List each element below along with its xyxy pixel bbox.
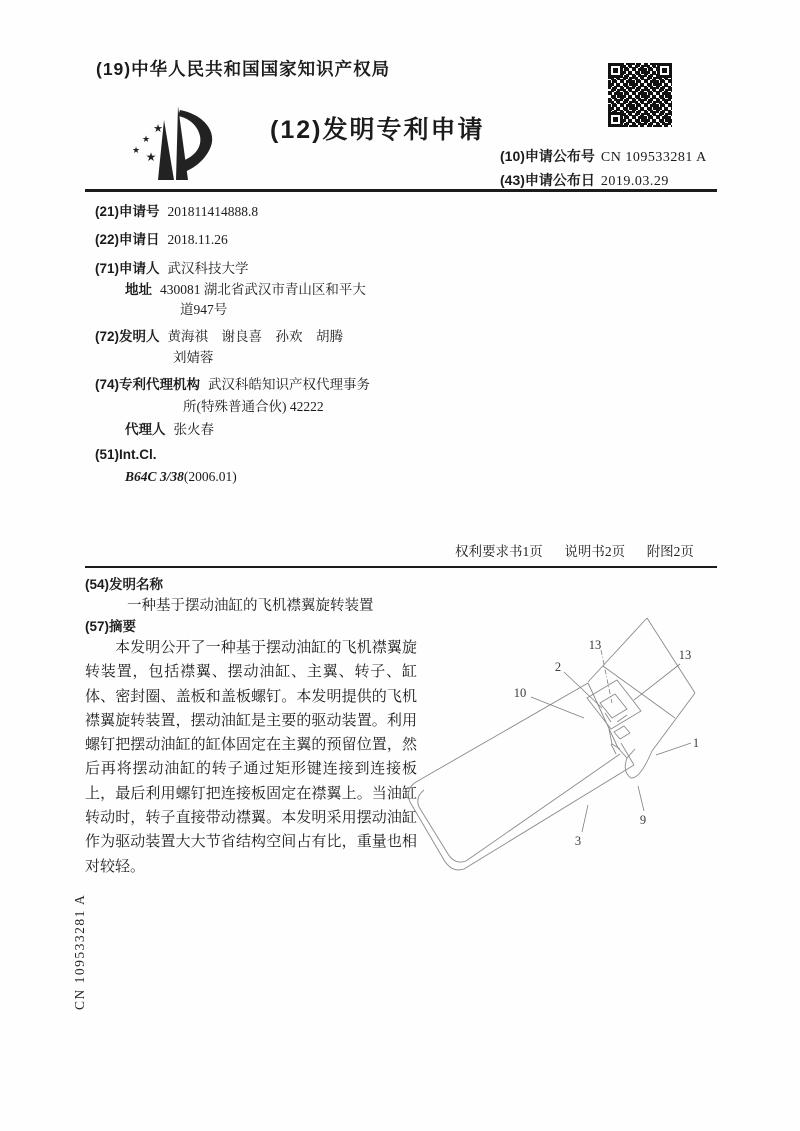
agent-row [125, 421, 214, 439]
agent-label: 代理人 [125, 422, 166, 437]
applicant-name: 武汉科技大学 [167, 261, 249, 276]
abstract-text: 本发明公开了一种基于摆动油缸的飞机襟翼旋转装置，包括襟翼、摆动油缸、主翼、转子、缸体、密封圈、盖板和盖板螺钉。本发明提供的飞机襟翼旋转装置，摆动油缸是主要的驱动装置。利用螺钉把摆动油缸的缸体固定在主翼的预留位置，然后再将摆动油缸的转子通过矩形键连接到连接板上，最后利用螺钉把连接板固定在襟翼上。当油缸转动时，转子直接带动襟翼。本发明采用摆动油缸作为驱动装置大大节省结构空间占有比，重量也相对较轻。 [85, 640, 417, 875]
inventors-label: (72)发明人 [95, 329, 160, 344]
publication-date-value: 2019.03.29 [600, 174, 669, 189]
agency-row-2 [183, 398, 324, 416]
figure-label-13b: 13 [678, 648, 692, 662]
agency-row [95, 376, 370, 394]
int-cl-version: (2006.01) [183, 469, 237, 484]
figure-label-10: 10 [513, 686, 527, 700]
publication-number-row [500, 145, 707, 169]
claims-pages: 权利要求书1页 [455, 544, 543, 559]
agency-line1: 武汉科皓知识产权代理事务 [208, 377, 371, 392]
figure-label-2: 2 [554, 660, 562, 674]
main-wing-inner-edge [418, 754, 620, 862]
int-cl-row [95, 446, 157, 464]
qr-finder-icon [608, 112, 623, 127]
publication-info [500, 145, 707, 193]
application-date-value: 2018.11.26 [167, 232, 228, 247]
inventors-line2: 刘婧蓉 [173, 350, 214, 365]
invention-title-label: (54)发明名称 [85, 577, 164, 592]
description-pages: 说明书2页 [564, 544, 626, 559]
svg-text:★: ★ [161, 140, 169, 149]
application-date-row [95, 231, 228, 249]
figure-label-3: 3 [574, 834, 582, 848]
application-number-row [95, 203, 258, 221]
qr-finder-icon [608, 63, 623, 78]
side-publication-code: CN 109533281 A [72, 893, 87, 1010]
figure-label-13a: 13 [588, 638, 602, 652]
svg-text:★: ★ [131, 146, 141, 156]
inventors-row-2 [173, 349, 214, 367]
address-row-2 [180, 301, 227, 319]
figure-label-9: 9 [639, 813, 647, 827]
abstract-label: (57)摘要 [85, 619, 137, 634]
header-divider [85, 189, 717, 192]
svg-text:★: ★ [141, 135, 151, 145]
address-line1: 430081 湖北省武汉市青山区和平大 [160, 282, 366, 297]
patent-office-name: (19)中华人民共和国国家知识产权局 [96, 59, 391, 79]
publication-number-value: CN 109533281 A [600, 150, 707, 165]
applicant-label: (71)申请人 [95, 261, 160, 276]
address-label: 地址 [125, 282, 152, 297]
swing-cylinder-mechanism [587, 680, 641, 754]
inventors-line1: 黄海祺 谢良喜 孙欢 胡腾 [167, 329, 344, 344]
invention-title: 一种基于摆动油缸的飞机襟翼旋转装置 [127, 598, 374, 614]
wing-flap-junction [588, 683, 634, 765]
qr-finder-icon [657, 63, 672, 78]
document-type-title: (12)发明专利申请 [270, 116, 485, 144]
address-line2: 道947号 [180, 302, 228, 317]
application-number-label: (21)申请号 [95, 204, 160, 219]
int-cl-class: B64C 3/38 [125, 469, 184, 484]
pages-summary [455, 540, 694, 560]
int-cl-value-row [125, 468, 237, 486]
agency-line2: 所(特殊普通合伙) 42222 [183, 399, 324, 414]
address-row [125, 281, 366, 299]
applicant-row [95, 260, 249, 278]
application-date-label: (22)申请日 [95, 232, 160, 247]
patent-drawing [398, 602, 720, 902]
main-wing-outline [408, 683, 634, 870]
inventors-row [95, 328, 343, 346]
publication-number-label: (10)申请公布号 [500, 148, 595, 164]
application-number-value: 201811414888.8 [167, 204, 259, 219]
int-cl-label: (51)Int.Cl. [95, 447, 157, 462]
agent-name: 张火春 [173, 422, 214, 437]
agency-label: (74)专利代理机构 [95, 377, 201, 392]
publication-date-label: (43)申请公布日 [500, 172, 595, 188]
svg-text:★: ★ [145, 150, 157, 164]
qr-code-icon [608, 63, 672, 127]
flap-outline [588, 618, 695, 778]
svg-text:★: ★ [153, 122, 163, 135]
figure-label-1: 1 [692, 736, 700, 750]
cnipa-emblem-icon [125, 98, 225, 183]
section-divider [85, 566, 717, 568]
figures-pages: 附图2页 [646, 544, 694, 559]
leader-lines [531, 664, 691, 832]
